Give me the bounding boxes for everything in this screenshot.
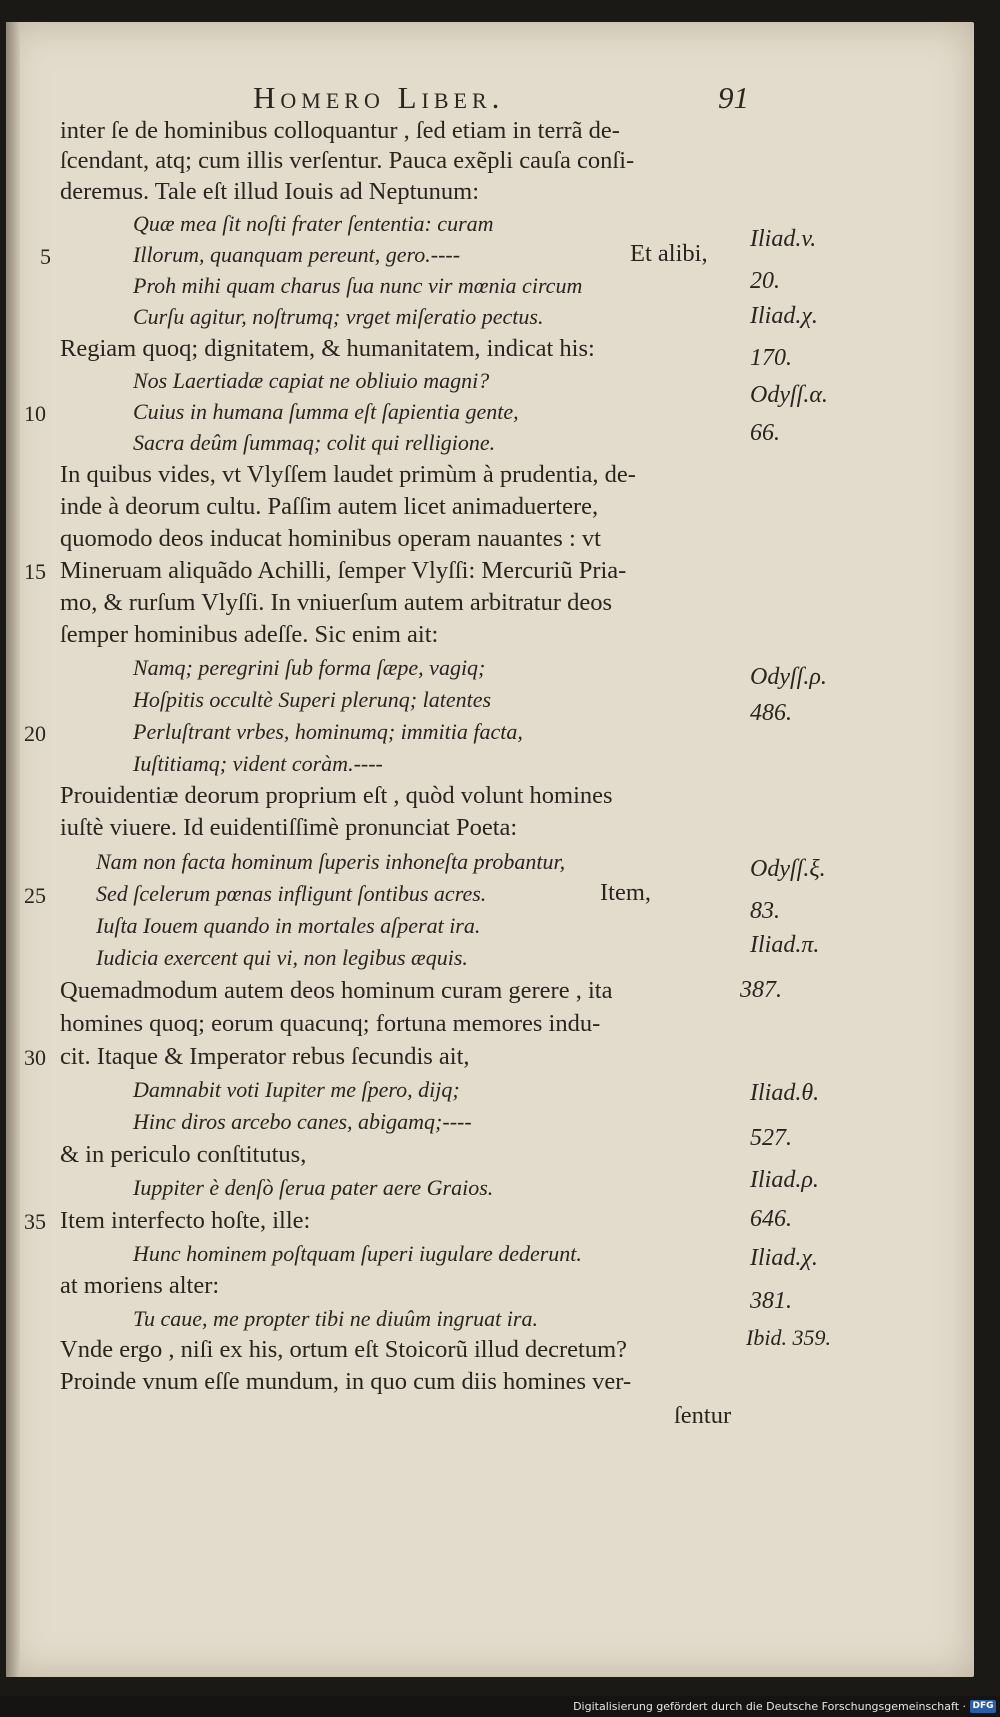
dfg-logo: DFG (970, 1700, 996, 1713)
text-line: quomodo deos inducat hominibus operam nauantes : vt (60, 525, 601, 552)
text-line: & in periculo conſtitutus, (60, 1141, 307, 1168)
line-number: 30 (24, 1045, 46, 1070)
verse-line: Namq; peregrini ſub forma ſæpe, vagiq; (133, 655, 486, 680)
line-number: 15 (24, 559, 46, 584)
margin-reference: 20. (750, 268, 780, 294)
verse-line: Hinc diros arcebo canes, abigamq;---- (133, 1109, 472, 1134)
margin-reference: Odyſſ.ξ. (750, 856, 826, 882)
margin-reference: 387. (740, 977, 782, 1003)
text-line: ſcendant, atq; cum illis verſentur. Pauca exẽpli cauſa conſi- (60, 147, 635, 174)
margin-reference: Iliad.χ. (750, 1245, 818, 1271)
verse-line: Cuius in humana ſumma eſt ſapientia gente, (133, 399, 519, 424)
line-number: 20 (24, 721, 46, 746)
text-line-tail: Et alibi, (630, 240, 708, 267)
text-line: ſentur (674, 1402, 732, 1429)
text-line: Vnde ergo , niſi ex his, ortum eſt Stoicorũ illud decretum? (60, 1336, 628, 1363)
line-number: 10 (24, 401, 46, 426)
page-gutter-shadow (6, 22, 20, 1677)
margin-reference: Iliad.χ. (750, 303, 818, 329)
verse-line: Illorum, quanquam pereunt, gero.---- (133, 242, 461, 267)
running-head: Homero Liber. (253, 80, 505, 115)
text-line: inter ſe de hominibus colloquantur , ſed etiam in terrã de- (60, 117, 620, 144)
margin-reference: 381. (750, 1288, 792, 1314)
verse-line: Damnabit voti Iupiter me ſpero, dijq; (133, 1077, 460, 1102)
page-number: 91 (718, 80, 749, 115)
verse-line: Nam non facta hominum ſuperis inhoneſta probantur, (96, 849, 566, 874)
margin-reference: 486. (750, 700, 792, 726)
margin-reference: Odyſſ.α. (750, 382, 828, 408)
margin-reference: Iliad.π. (750, 932, 820, 958)
verse-line: Proh mihi quam charus ſua nunc vir mœnia circum (133, 273, 583, 298)
text-line: inde à deorum cultu. Paſſim autem licet animaduertere, (60, 493, 599, 520)
margin-reference: Iliad.θ. (750, 1080, 820, 1106)
margin-reference: Odyſſ.ρ. (750, 664, 827, 690)
margin-reference: Iliad.v. (750, 226, 817, 252)
text-line-tail: Item, (600, 879, 652, 906)
margin-reference: 646. (750, 1206, 792, 1232)
text-line: ſemper hominibus adeſſe. Sic enim ait: (60, 621, 439, 648)
text-line: homines quoq; eorum quacunq; fortuna memores indu- (60, 1010, 601, 1037)
text-line: Quemadmodum autem deos hominum curam gerere , ita (60, 977, 613, 1004)
text-line: deremus. Tale eſt illud Iouis ad Neptunum: (60, 178, 480, 205)
margin-reference: Ibid. 359. (746, 1325, 831, 1350)
digitization-credit: Digitalisierung gefördert durch die Deutsche Forschungsgemeinschaft · (573, 1700, 966, 1713)
text-line: iuſtè viuere. Id euidentiſſimè pronunciat Poeta: (60, 814, 518, 841)
verse-line: Quæ mea ſit noſti frater ſententia: curam (133, 211, 494, 236)
text-line: Proinde vnum eſſe mundum, in quo cum diis homines ver- (60, 1368, 632, 1395)
text-line: at moriens alter: (60, 1272, 220, 1299)
line-number: 25 (24, 883, 46, 908)
line-number: 5 (40, 244, 51, 269)
text-line: mo, & rurſum Vlyſſi. In vniuerſum autem arbitratur deos (60, 589, 613, 616)
text-line: Item interfecto hoſte, ille: (60, 1207, 311, 1234)
verse-line: Curſu agitur, noſtrumq; vrget miſeratio pectus. (133, 304, 544, 329)
verse-line: Iudicia exercent qui vi, non legibus æquis. (96, 945, 468, 970)
text-line: Prouidentiæ deorum proprium eſt , quòd volunt homines (60, 782, 613, 809)
margin-reference: 66. (750, 420, 780, 446)
line-number: 35 (24, 1209, 46, 1234)
verse-line: Nos Laertiadæ capiat ne obliuio magni? (133, 368, 490, 393)
verse-line: Sed ſcelerum pœnas infligunt ſontibus acres. (96, 881, 487, 906)
verse-line: Hunc hominem poſtquam ſuperi iugulare dederunt. (133, 1241, 582, 1266)
margin-reference: 83. (750, 898, 780, 924)
verse-line: Iuppiter è denſò ſerua pater aere Graios. (133, 1175, 494, 1200)
margin-reference: 527. (750, 1125, 792, 1151)
verse-line: Tu caue, me propter tibi ne diuûm ingruat ira. (133, 1306, 538, 1331)
verse-line: Hoſpitis occultè Superi plerunq; latentes (133, 687, 492, 712)
verse-line: Iuſtitiamq; vident coràm.---- (133, 751, 383, 776)
text-line: In quibus vides, vt Vlyſſem laudet primùm à prudentia, de- (60, 461, 636, 488)
text-line: cit. Itaque & Imperator rebus ſecundis ait, (60, 1043, 470, 1070)
verse-line: Sacra deûm ſummaq; colit qui relligione. (133, 430, 496, 455)
verse-line: Iuſta Iouem quando in mortales aſperat ira. (96, 913, 481, 938)
text-line: Mineruam aliquãdo Achilli, ſemper Vlyſſi: Mercuriũ Pria- (60, 557, 627, 584)
margin-reference: 170. (750, 345, 792, 371)
verse-line: Perluſtrant vrbes, hominumq; immitia facta, (133, 719, 523, 744)
margin-reference: Iliad.ρ. (750, 1167, 819, 1193)
text-line: Regiam quoq; dignitatem, & humanitatem, indicat his: (60, 335, 595, 362)
